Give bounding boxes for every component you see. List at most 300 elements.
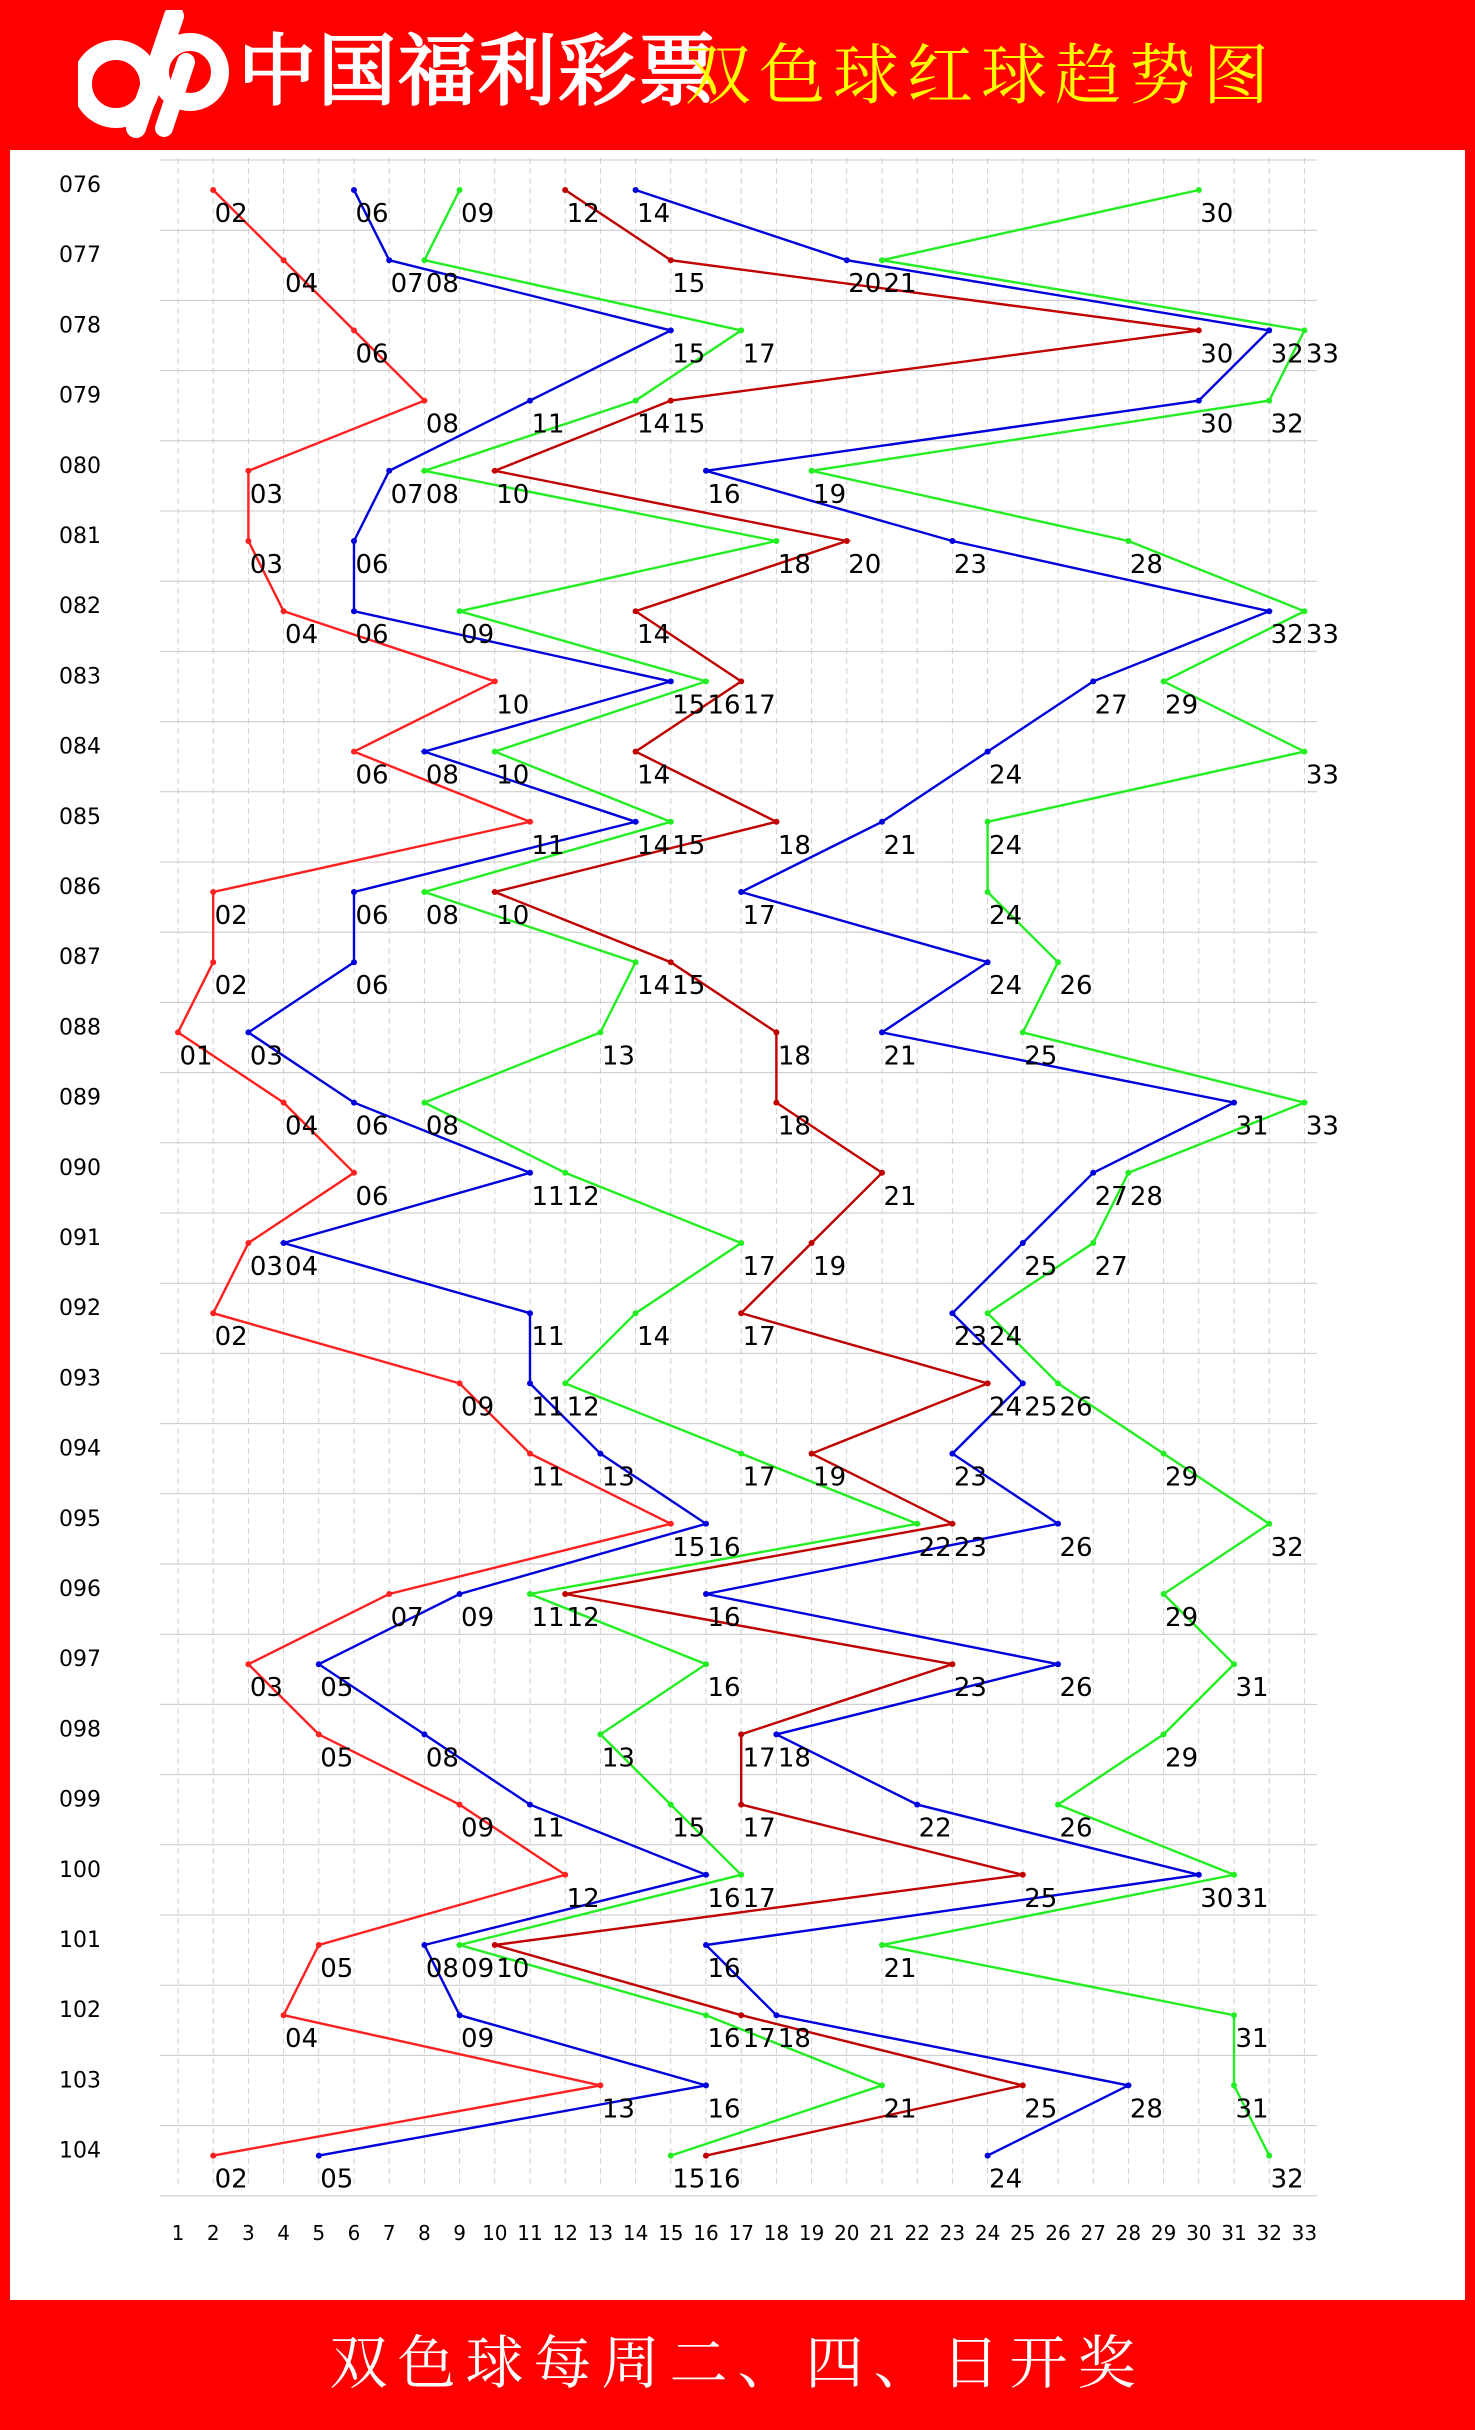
- ball-number-label: 31: [1235, 1673, 1269, 1704]
- ball-number-label: 02: [214, 971, 248, 1002]
- data-point: [1231, 1872, 1237, 1878]
- data-point: [281, 608, 287, 614]
- x-tick-label: 27: [1080, 2221, 1106, 2245]
- x-tick-label: 30: [1186, 2221, 1212, 2245]
- data-point: [668, 327, 674, 333]
- data-point: [773, 819, 779, 825]
- x-tick-label: 33: [1291, 2221, 1318, 2245]
- data-point: [949, 1521, 955, 1527]
- issue-label: 083: [59, 664, 101, 690]
- ball-number-label: 21: [883, 1181, 917, 1212]
- ball-number-label: 25: [1024, 1883, 1058, 1914]
- data-point: [351, 187, 357, 193]
- data-point: [1301, 1100, 1307, 1106]
- issue-label: 094: [59, 1436, 101, 1462]
- x-tick-label: 10: [482, 2221, 508, 2245]
- data-point: [457, 1802, 463, 1808]
- ball-number-label: 29: [1165, 690, 1199, 721]
- data-point: [1090, 1240, 1096, 1246]
- ball-number-label: 15: [672, 830, 706, 861]
- data-point: [351, 1100, 357, 1106]
- data-point: [1161, 678, 1167, 684]
- data-point: [245, 1029, 251, 1035]
- data-point: [949, 538, 955, 544]
- data-point: [1196, 398, 1202, 404]
- ball-number-label: 06: [355, 339, 389, 370]
- ball-number-label: 11: [531, 1462, 565, 1493]
- data-point: [738, 1731, 744, 1737]
- issue-label: 078: [59, 313, 101, 339]
- data-point: [1231, 2012, 1237, 2018]
- data-point: [738, 1240, 744, 1246]
- ball-number-label: 14: [637, 760, 671, 791]
- ball-number-label: 16: [707, 2094, 741, 2125]
- ball-number-label: 23: [953, 1673, 987, 1704]
- data-point: [668, 678, 674, 684]
- ball-number-label: 18: [777, 1111, 811, 1142]
- ball-number-label: 19: [813, 479, 847, 510]
- data-point: [738, 2012, 744, 2018]
- data-point: [281, 1240, 287, 1246]
- ball-number-label: 28: [1129, 550, 1163, 580]
- ball-number-label: 23: [953, 1322, 987, 1353]
- ball-number-label: 31: [1235, 1111, 1269, 1142]
- data-point: [421, 1100, 427, 1106]
- ball-number-label: 18: [777, 1041, 811, 1072]
- issue-label: 079: [59, 383, 101, 409]
- data-point: [1125, 538, 1131, 544]
- x-tick-label: 22: [904, 2221, 930, 2245]
- ball-number-label: 27: [1094, 690, 1128, 721]
- data-point: [633, 819, 639, 825]
- footer: [0, 2300, 1475, 2430]
- data-point: [562, 1170, 568, 1176]
- x-tick-label: 14: [622, 2221, 649, 2245]
- x-tick-label: 28: [1115, 2221, 1142, 2245]
- ball-number-label: 08: [425, 1954, 459, 1984]
- data-point: [316, 1942, 322, 1948]
- ball-number-label: 13: [601, 1041, 635, 1072]
- data-point: [527, 1380, 533, 1386]
- data-point: [457, 1591, 463, 1597]
- ball-number-label: 32: [1270, 2164, 1304, 2195]
- x-tick-label: 19: [798, 2221, 825, 2245]
- data-point: [914, 1802, 920, 1808]
- data-point: [245, 468, 251, 474]
- issue-label: 093: [59, 1366, 101, 1392]
- ball-number-label: 24: [989, 760, 1023, 791]
- data-point: [527, 1310, 533, 1316]
- ball-number-label: 02: [214, 1322, 248, 1353]
- data-point: [738, 327, 744, 333]
- ball-number-label: 24: [989, 971, 1023, 1002]
- data-point: [668, 398, 674, 404]
- ball-number-label: 09: [461, 1603, 495, 1633]
- ball-number-label: 15: [672, 409, 706, 440]
- data-point: [386, 468, 392, 474]
- header: [0, 0, 1475, 150]
- data-point: [985, 959, 991, 965]
- x-tick-label: 3: [242, 2221, 255, 2245]
- data-point: [492, 1942, 498, 1948]
- ball-number-label: 29: [1165, 1462, 1199, 1493]
- data-point: [210, 2153, 216, 2159]
- data-point: [703, 1942, 709, 1948]
- data-point: [597, 1029, 603, 1035]
- data-point: [879, 1170, 885, 1176]
- ball-number-label: 23: [953, 1462, 987, 1493]
- ball-number-label: 33: [1305, 1111, 1339, 1142]
- ball-number-label: 03: [249, 550, 283, 580]
- data-point: [773, 1100, 779, 1106]
- data-point: [1301, 327, 1307, 333]
- data-point: [703, 1661, 709, 1667]
- data-point: [703, 2153, 709, 2159]
- ball-number-label: 16: [707, 690, 741, 721]
- ball-number-label: 17: [742, 2024, 776, 2055]
- data-point: [738, 678, 744, 684]
- ball-number-label: 14: [637, 971, 671, 1002]
- issue-label: 087: [59, 945, 101, 971]
- ball-number-label: 13: [601, 1462, 635, 1493]
- data-point: [421, 1942, 427, 1948]
- data-point: [492, 889, 498, 895]
- issue-label: 089: [59, 1085, 101, 1111]
- data-point: [633, 749, 639, 755]
- ball-number-label: 06: [355, 620, 389, 651]
- x-tick-label: 1: [171, 2221, 185, 2245]
- data-point: [1161, 1731, 1167, 1737]
- ball-number-label: 01: [179, 1041, 213, 1072]
- data-point: [668, 2153, 674, 2159]
- ball-number-label: 32: [1270, 339, 1304, 370]
- ball-number-label: 26: [1059, 1813, 1093, 1844]
- issue-label: 080: [59, 453, 101, 479]
- ball-number-label: 08: [425, 760, 459, 791]
- data-point: [316, 1661, 322, 1667]
- ball-number-label: 11: [531, 1603, 565, 1633]
- ball-number-label: 06: [355, 1181, 389, 1212]
- data-point: [527, 1170, 533, 1176]
- data-point: [633, 1310, 639, 1316]
- data-point: [351, 538, 357, 544]
- ball-number-label: 09: [461, 1813, 495, 1844]
- data-point: [562, 1872, 568, 1878]
- ball-number-label: 04: [285, 269, 319, 300]
- data-point: [1301, 749, 1307, 755]
- issue-label: 084: [59, 734, 101, 760]
- data-point: [457, 187, 463, 193]
- data-point: [1055, 1802, 1061, 1808]
- data-point: [668, 257, 674, 263]
- issue-label: 096: [59, 1577, 101, 1602]
- data-point: [1266, 1521, 1272, 1527]
- ball-number-label: 04: [285, 2024, 319, 2055]
- ball-number-label: 30: [1200, 199, 1234, 229]
- data-point: [879, 2082, 885, 2088]
- ball-number-label: 15: [672, 339, 706, 370]
- data-point: [1055, 1380, 1061, 1386]
- ball-number-label: 08: [425, 1111, 459, 1142]
- data-point: [985, 1380, 991, 1386]
- x-tick-label: 17: [728, 2221, 754, 2245]
- ball-number-label: 17: [742, 1743, 776, 1774]
- ball-number-label: 16: [707, 1673, 741, 1704]
- ball-number-label: 06: [355, 971, 389, 1002]
- data-point: [668, 1521, 674, 1527]
- ball-number-label: 25: [1024, 1252, 1058, 1282]
- data-point: [210, 959, 216, 965]
- ball-number-label: 08: [425, 269, 459, 300]
- issue-label: 092: [59, 1296, 101, 1322]
- data-point: [1161, 1451, 1167, 1457]
- ball-number-label: 31: [1235, 2024, 1269, 2055]
- ball-number-label: 21: [883, 1041, 917, 1072]
- data-point: [492, 468, 498, 474]
- data-point: [1231, 2082, 1237, 2088]
- ball-number-label: 29: [1165, 1743, 1199, 1774]
- data-point: [1301, 608, 1307, 614]
- issue-label: 082: [59, 594, 101, 620]
- x-tick-label: 29: [1150, 2221, 1177, 2245]
- data-point: [1090, 678, 1096, 684]
- data-point: [985, 2153, 991, 2159]
- ball-number-label: 04: [285, 620, 319, 651]
- data-point: [1090, 1170, 1096, 1176]
- ball-number-label: 28: [1129, 1181, 1163, 1212]
- ball-number-label: 17: [742, 690, 776, 721]
- data-point: [985, 819, 991, 825]
- x-tick-label: 25: [1010, 2221, 1036, 2245]
- ball-number-label: 09: [461, 2024, 495, 2055]
- data-point: [844, 538, 850, 544]
- data-point: [985, 749, 991, 755]
- x-tick-label: 20: [834, 2221, 860, 2245]
- data-point: [175, 1029, 181, 1035]
- data-point: [1266, 608, 1272, 614]
- data-point: [492, 749, 498, 755]
- data-point: [245, 1661, 251, 1667]
- x-tick-label: 6: [347, 2221, 361, 2245]
- data-point: [281, 257, 287, 263]
- ball-number-label: 11: [531, 409, 565, 440]
- x-tick-label: 12: [552, 2221, 578, 2245]
- x-tick-label: 23: [939, 2221, 966, 2245]
- ball-number-label: 14: [637, 620, 671, 651]
- data-point: [703, 2082, 709, 2088]
- data-point: [527, 1802, 533, 1808]
- ball-number-label: 17: [742, 1462, 776, 1493]
- data-point: [1266, 2153, 1272, 2159]
- data-point: [386, 257, 392, 263]
- data-point: [1231, 1661, 1237, 1667]
- data-point: [1055, 1521, 1061, 1527]
- ball-number-label: 21: [883, 2094, 917, 2125]
- ball-number-label: 12: [566, 1181, 600, 1212]
- data-point: [879, 257, 885, 263]
- data-point: [351, 1170, 357, 1176]
- ball-number-label: 15: [672, 971, 706, 1002]
- issue-label: 098: [59, 1717, 101, 1743]
- x-tick-label: 8: [418, 2221, 431, 2245]
- ball-number-label: 33: [1305, 760, 1339, 791]
- ball-number-label: 32: [1270, 409, 1304, 440]
- data-point: [1231, 1100, 1237, 1106]
- data-point: [879, 1029, 885, 1035]
- ball-number-label: 22: [918, 1813, 952, 1844]
- ball-number-label: 14: [637, 1322, 671, 1353]
- data-point: [773, 1029, 779, 1035]
- data-point: [1020, 2082, 1026, 2088]
- ball-number-label: 11: [531, 830, 565, 861]
- ball-number-label: 15: [672, 269, 706, 300]
- ball-number-label: 11: [531, 1181, 565, 1212]
- x-tick-label: 16: [693, 2221, 719, 2245]
- data-point: [597, 1731, 603, 1737]
- ball-number-label: 13: [601, 2094, 635, 2125]
- ball-number-label: 24: [989, 901, 1023, 931]
- issue-label: 091: [59, 1226, 101, 1251]
- ball-number-label: 09: [461, 1954, 495, 1984]
- issue-label: 095: [59, 1506, 101, 1532]
- ball-number-label: 06: [355, 760, 389, 791]
- data-point: [738, 889, 744, 895]
- x-tick-labels: [172, 2221, 1317, 2245]
- data-point: [703, 1872, 709, 1878]
- data-point: [421, 889, 427, 895]
- data-point: [985, 1310, 991, 1316]
- data-point: [738, 1802, 744, 1808]
- data-point: [633, 608, 639, 614]
- ball-number-label: 21: [883, 830, 917, 861]
- data-point: [1020, 1029, 1026, 1035]
- data-point: [949, 1661, 955, 1667]
- ball-number-label: 25: [1024, 2094, 1058, 2125]
- data-point: [421, 1731, 427, 1737]
- ball-number-label: 23: [953, 1532, 987, 1563]
- ball-number-label: 11: [531, 1322, 565, 1353]
- ball-number-label: 11: [531, 1392, 565, 1423]
- data-point: [668, 959, 674, 965]
- data-point: [281, 1100, 287, 1106]
- ball-number-label: 18: [777, 830, 811, 861]
- data-point: [421, 749, 427, 755]
- ball-number-label: 14: [637, 409, 671, 440]
- data-point: [879, 819, 885, 825]
- data-point: [457, 2012, 463, 2018]
- data-point: [1266, 398, 1272, 404]
- issue-label: 088: [59, 1015, 101, 1041]
- x-tick-label: 18: [763, 2221, 790, 2245]
- ball-number-label: 16: [707, 1954, 741, 1984]
- ball-number-label: 20: [848, 269, 882, 300]
- ball-number-label: 07: [390, 479, 424, 510]
- data-point: [1196, 1872, 1202, 1878]
- data-point: [351, 608, 357, 614]
- ball-number-label: 08: [425, 409, 459, 440]
- x-tick-label: 13: [587, 2221, 614, 2245]
- data-point: [351, 327, 357, 333]
- ball-number-label: 12: [566, 1883, 600, 1914]
- data-point: [562, 187, 568, 193]
- ball-number-label: 16: [707, 2164, 741, 2195]
- data-point: [1020, 1872, 1026, 1878]
- data-point: [633, 398, 639, 404]
- issue-label: 085: [59, 804, 101, 830]
- data-point: [703, 1521, 709, 1527]
- ball-number-label: 26: [1059, 1392, 1093, 1423]
- data-point: [703, 468, 709, 474]
- ball-number-label: 10: [496, 760, 530, 791]
- x-tick-label: 4: [277, 2221, 290, 2245]
- x-tick-label: 11: [517, 2221, 543, 2245]
- issue-label: 076: [59, 173, 101, 198]
- x-tick-label: 31: [1221, 2221, 1247, 2245]
- ball-number-label: 03: [249, 1041, 283, 1072]
- ball-number-label: 16: [707, 1883, 741, 1914]
- data-point: [562, 1591, 568, 1597]
- ball-number-label: 13: [601, 1743, 635, 1774]
- ball-number-label: 05: [320, 1954, 354, 1984]
- x-tick-label: 32: [1256, 2221, 1282, 2245]
- data-point: [949, 1310, 955, 1316]
- ball-number-label: 17: [742, 339, 776, 370]
- data-point: [633, 187, 639, 193]
- ball-number-label: 33: [1305, 620, 1339, 651]
- data-point: [1125, 2082, 1131, 2088]
- data-point: [914, 1521, 920, 1527]
- issue-label: 100: [59, 1857, 101, 1883]
- ball-number-label: 17: [742, 1322, 776, 1353]
- chart-panel: [10, 150, 1465, 2300]
- ball-number-label: 09: [461, 1392, 495, 1423]
- data-point: [492, 678, 498, 684]
- ball-number-label: 07: [390, 269, 424, 300]
- data-point: [527, 398, 533, 404]
- issue-label: 099: [59, 1787, 101, 1813]
- ball-number-label: 26: [1059, 1532, 1093, 1563]
- ball-number-label: 06: [355, 901, 389, 931]
- ball-number-label: 19: [813, 1252, 847, 1282]
- data-point: [351, 749, 357, 755]
- ball-number-label: 22: [918, 1532, 952, 1563]
- ball-number-label: 23: [953, 550, 987, 580]
- data-point: [703, 678, 709, 684]
- ball-number-label: 17: [742, 1813, 776, 1844]
- ball-number-label: 30: [1200, 409, 1234, 440]
- ball-number-label: 10: [496, 479, 530, 510]
- welfare-lottery-logo-icon: [78, 10, 238, 140]
- data-point: [386, 1591, 392, 1597]
- data-point: [562, 1380, 568, 1386]
- data-point: [703, 2012, 709, 2018]
- data-point: [773, 538, 779, 544]
- data-point: [738, 1310, 744, 1316]
- data-point: [421, 468, 427, 474]
- issue-label: 086: [59, 875, 101, 900]
- ball-number-label: 02: [214, 199, 248, 229]
- data-point: [1196, 187, 1202, 193]
- ball-number-label: 17: [742, 1883, 776, 1914]
- ball-number-label: 16: [707, 479, 741, 510]
- ball-number-label: 15: [672, 1813, 706, 1844]
- ball-number-label: 06: [355, 550, 389, 580]
- ball-number-label: 10: [496, 1954, 530, 1984]
- ball-number-label: 32: [1270, 620, 1304, 651]
- data-point: [457, 1942, 463, 1948]
- data-point: [809, 468, 815, 474]
- ball-number-label: 20: [848, 550, 882, 580]
